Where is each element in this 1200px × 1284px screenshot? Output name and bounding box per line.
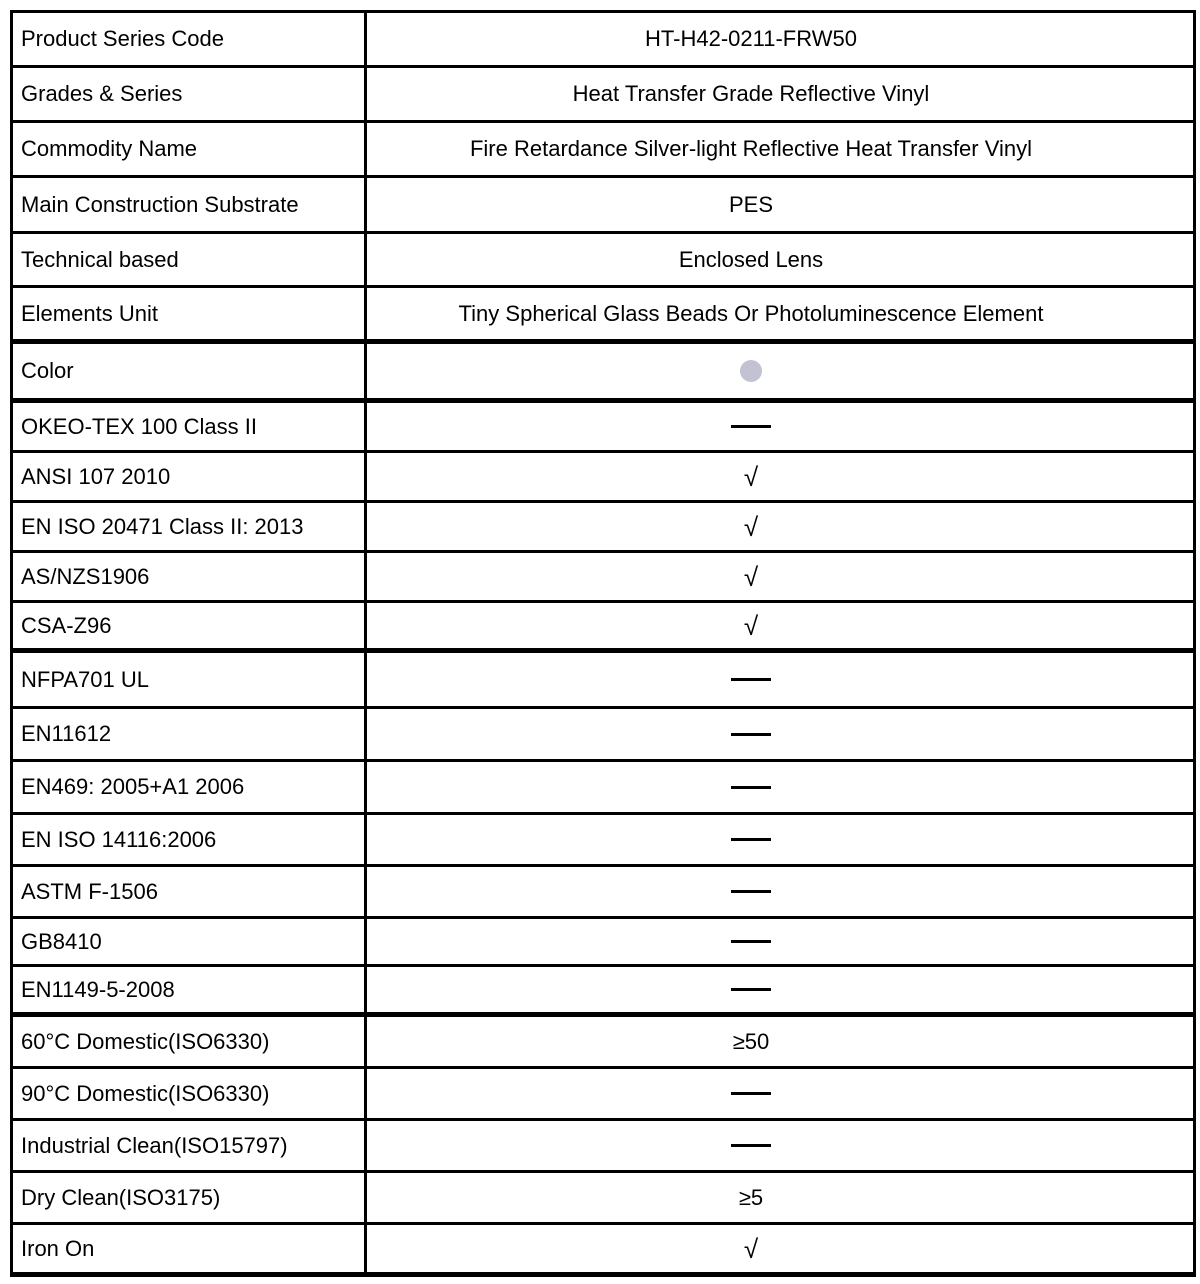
- row-value: [367, 815, 1193, 864]
- row-label: Elements Unit: [13, 288, 367, 339]
- check-mark: √: [743, 610, 759, 641]
- table-row: [13, 288, 1193, 344]
- row-label: EN1149-5-2008: [13, 967, 367, 1012]
- row-value: [367, 234, 1193, 285]
- row-label: ANSI 107 2010: [13, 453, 367, 500]
- row-value-text: ≥5: [738, 1184, 764, 1210]
- row-value: [367, 1173, 1193, 1222]
- row-value-text: Fire Retardance Silver-light Reflective Heat Transfer Vinyl: [469, 136, 1033, 161]
- dash-mark: [731, 678, 771, 681]
- row-value: [367, 403, 1193, 450]
- table-row: [13, 867, 1193, 919]
- table-row: [13, 503, 1193, 553]
- check-mark: √: [743, 461, 759, 492]
- row-value: [367, 344, 1193, 398]
- table-row: [13, 815, 1193, 867]
- row-label: Color: [13, 344, 367, 398]
- row-value: [367, 178, 1193, 231]
- row-label: Commodity Name: [13, 123, 367, 175]
- dash-mark: [731, 1144, 771, 1147]
- dash-mark: [731, 988, 771, 991]
- row-value: [367, 967, 1193, 1012]
- product-spec-table: [10, 10, 1196, 1277]
- table-row: [13, 68, 1193, 123]
- table-row: [13, 919, 1193, 967]
- row-value-text: PES: [728, 191, 774, 217]
- row-label: Industrial Clean(ISO15797): [13, 1121, 367, 1170]
- row-value: [367, 709, 1193, 759]
- row-value: [367, 762, 1193, 812]
- table-row: [13, 403, 1193, 453]
- row-label: CSA-Z96: [13, 603, 367, 648]
- table-row: [13, 344, 1193, 403]
- row-value: [367, 123, 1193, 175]
- row-label: Product Series Code: [13, 13, 367, 65]
- table-row: [13, 1121, 1193, 1173]
- row-label: 60°C Domestic(ISO6330): [13, 1017, 367, 1066]
- row-value: [367, 1017, 1193, 1066]
- row-label: Iron On: [13, 1225, 367, 1272]
- table-row: [13, 1173, 1193, 1225]
- dash-mark: [731, 890, 771, 893]
- row-value-text: ≥50: [732, 1028, 770, 1054]
- table-row: [13, 553, 1193, 603]
- row-value: [367, 13, 1193, 65]
- row-value-text: Heat Transfer Grade Reflective Vinyl: [572, 81, 930, 106]
- check-mark: √: [743, 561, 759, 592]
- row-value: [367, 1121, 1193, 1170]
- row-label: GB8410: [13, 919, 367, 964]
- table-row: [13, 13, 1193, 68]
- dash-mark: [731, 940, 771, 943]
- row-label: EN ISO 14116:2006: [13, 815, 367, 864]
- table-row: [13, 603, 1193, 653]
- row-value: [367, 653, 1193, 706]
- table-row: [13, 123, 1193, 178]
- row-label: OKEO-TEX 100 Class II: [13, 403, 367, 450]
- row-value: [367, 288, 1193, 339]
- row-value: [367, 553, 1193, 600]
- table-row: [13, 1069, 1193, 1121]
- row-value: [367, 867, 1193, 916]
- row-value: [367, 68, 1193, 120]
- row-label: NFPA701 UL: [13, 653, 367, 706]
- row-label: Technical based: [13, 234, 367, 285]
- row-value: [367, 453, 1193, 500]
- dash-mark: [731, 838, 771, 841]
- row-value: [367, 503, 1193, 550]
- table-row: [13, 967, 1193, 1017]
- row-value-text: Tiny Spherical Glass Beads Or Photoluminescence Element: [458, 300, 1044, 326]
- row-label: AS/NZS1906: [13, 553, 367, 600]
- check-mark: √: [743, 1233, 759, 1264]
- row-value: [367, 603, 1193, 648]
- row-label: EN469: 2005+A1 2006: [13, 762, 367, 812]
- row-label: EN11612: [13, 709, 367, 759]
- row-value: [367, 1225, 1193, 1272]
- table-row: [13, 1017, 1193, 1069]
- row-label: ASTM F-1506: [13, 867, 367, 916]
- dash-mark: [731, 425, 771, 428]
- check-mark: √: [743, 511, 759, 542]
- dash-mark: [731, 733, 771, 736]
- table-row: [13, 453, 1193, 503]
- dash-mark: [731, 1092, 771, 1095]
- row-label: Grades & Series: [13, 68, 367, 120]
- table-row: [13, 709, 1193, 762]
- row-value: [367, 1069, 1193, 1118]
- color-swatch: [740, 360, 762, 382]
- row-label: Main Construction Substrate: [13, 178, 367, 231]
- row-label: 90°C Domestic(ISO6330): [13, 1069, 367, 1118]
- table-row: [13, 178, 1193, 234]
- table-row: [13, 1225, 1193, 1272]
- table-row: [13, 762, 1193, 815]
- row-label: Dry Clean(ISO3175): [13, 1173, 367, 1222]
- row-value-text: Enclosed Lens: [678, 246, 824, 272]
- row-label: EN ISO 20471 Class II: 2013: [13, 503, 367, 550]
- table-row: [13, 234, 1193, 288]
- dash-mark: [731, 786, 771, 789]
- row-value-text: HT-H42-0211-FRW50: [645, 26, 857, 51]
- row-value: [367, 919, 1193, 964]
- table-row: [13, 653, 1193, 709]
